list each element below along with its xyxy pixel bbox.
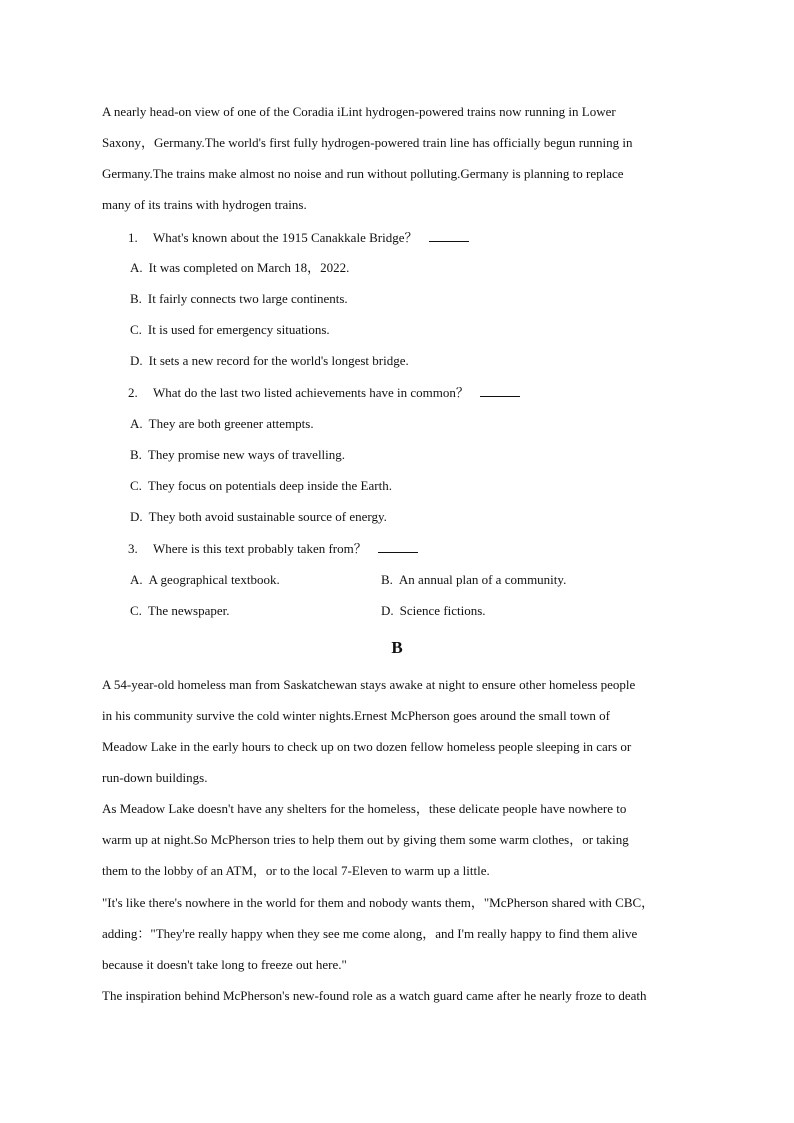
question-text: Where is this text probably taken from？ bbox=[153, 541, 367, 556]
option-1b bbox=[130, 291, 348, 307]
passage-b-line: run-down buildings. bbox=[102, 770, 208, 785]
passage-b-line: A 54-year-old homeless man from Saskatchewan stays awake at night to ensure other homeless people bbox=[102, 677, 636, 692]
option-text: It is used for emergency situations. bbox=[147, 322, 330, 337]
option-text: A geographical textbook. bbox=[148, 572, 280, 587]
option-label: D. bbox=[130, 509, 143, 524]
passage-b-line: in his community survive the cold winter nights.Ernest McPherson goes around the small town of bbox=[102, 708, 611, 723]
option-label: A. bbox=[130, 260, 143, 275]
option-3b bbox=[381, 572, 566, 588]
option-text: They focus on potentials deep inside the Earth. bbox=[147, 478, 392, 493]
option-3a bbox=[130, 572, 280, 588]
option-1c bbox=[130, 322, 330, 338]
option-label: A. bbox=[130, 572, 143, 587]
question-text: What's known about the 1915 Canakkale Bridge？ bbox=[153, 230, 418, 245]
option-text: They are both greener attempts. bbox=[148, 416, 314, 431]
option-label: C. bbox=[130, 322, 142, 337]
passage-a-line: Saxony，Germany.The world's first fully hydrogen-powered train line has officially begun running in bbox=[102, 135, 633, 150]
passage-b-line: warm up at night.So McPherson tries to help them out by giving them some warm clothes，or taking bbox=[102, 832, 629, 847]
passage-a-line: Germany.The trains make almost no noise and run without polluting.Germany is planning to replace bbox=[102, 166, 624, 181]
passage-b-line: The inspiration behind McPherson's new-found role as a watch guard came after he nearly froze to death bbox=[102, 988, 647, 1003]
question-number: 1. bbox=[128, 230, 138, 245]
passage-b-line: "It's like there's nowhere in the world for them and nobody wants them，"McPherson shared with CBC， bbox=[102, 895, 655, 910]
option-label: D. bbox=[130, 353, 143, 368]
option-label: B. bbox=[130, 291, 142, 306]
option-2a bbox=[130, 416, 314, 432]
option-text: They both avoid sustainable source of energy. bbox=[148, 509, 387, 524]
passage-b-line: As Meadow Lake doesn't have any shelters for the homeless，these delicate people have nowhere to bbox=[102, 801, 627, 816]
question-3 bbox=[128, 540, 418, 557]
option-text: It sets a new record for the world's longest bridge. bbox=[148, 353, 409, 368]
question-text: What do the last two listed achievements have in common？ bbox=[153, 385, 469, 400]
passage-b-line: Meadow Lake in the early hours to check up on two dozen fellow homeless people sleeping in cars or bbox=[102, 739, 632, 754]
option-text: An annual plan of a community. bbox=[398, 572, 567, 587]
option-label: C. bbox=[130, 478, 142, 493]
passage-a-line: A nearly head-on view of one of the Coradia iLint hydrogen-powered trains now running in Lower bbox=[102, 104, 616, 119]
passage-a-line: many of its trains with hydrogen trains. bbox=[102, 197, 307, 212]
answer-blank bbox=[378, 540, 418, 553]
option-1a bbox=[130, 260, 349, 276]
question-number: 3. bbox=[128, 541, 138, 556]
option-text: The newspaper. bbox=[147, 603, 230, 618]
question-number: 2. bbox=[128, 385, 138, 400]
passage-b-line: because it doesn't take long to freeze out here." bbox=[102, 957, 347, 972]
option-label: D. bbox=[381, 603, 394, 618]
section-heading: B bbox=[391, 638, 403, 657]
passage-b-line: adding："They're really happy when they see me come along，and I'm really happy to find them alive bbox=[102, 926, 638, 941]
option-text: They promise new ways of travelling. bbox=[147, 447, 346, 462]
option-label: B. bbox=[130, 447, 142, 462]
passage-b-line: them to the lobby of an ATM，or to the local 7-Eleven to warm up a little. bbox=[102, 863, 490, 878]
option-3c bbox=[130, 603, 230, 619]
answer-blank bbox=[429, 229, 469, 242]
option-2c bbox=[130, 478, 392, 494]
option-label: B. bbox=[381, 572, 393, 587]
question-1 bbox=[128, 229, 469, 246]
option-text: It fairly connects two large continents. bbox=[147, 291, 348, 306]
option-label: A. bbox=[130, 416, 143, 431]
option-2d bbox=[130, 509, 387, 525]
option-1d bbox=[130, 353, 409, 369]
option-text: It was completed on March 18，2022. bbox=[148, 260, 350, 275]
option-3d bbox=[381, 603, 486, 619]
question-2 bbox=[128, 384, 520, 401]
option-label: C. bbox=[130, 603, 142, 618]
option-2b bbox=[130, 447, 345, 463]
option-text: Science fictions. bbox=[399, 603, 486, 618]
answer-blank bbox=[480, 384, 520, 397]
